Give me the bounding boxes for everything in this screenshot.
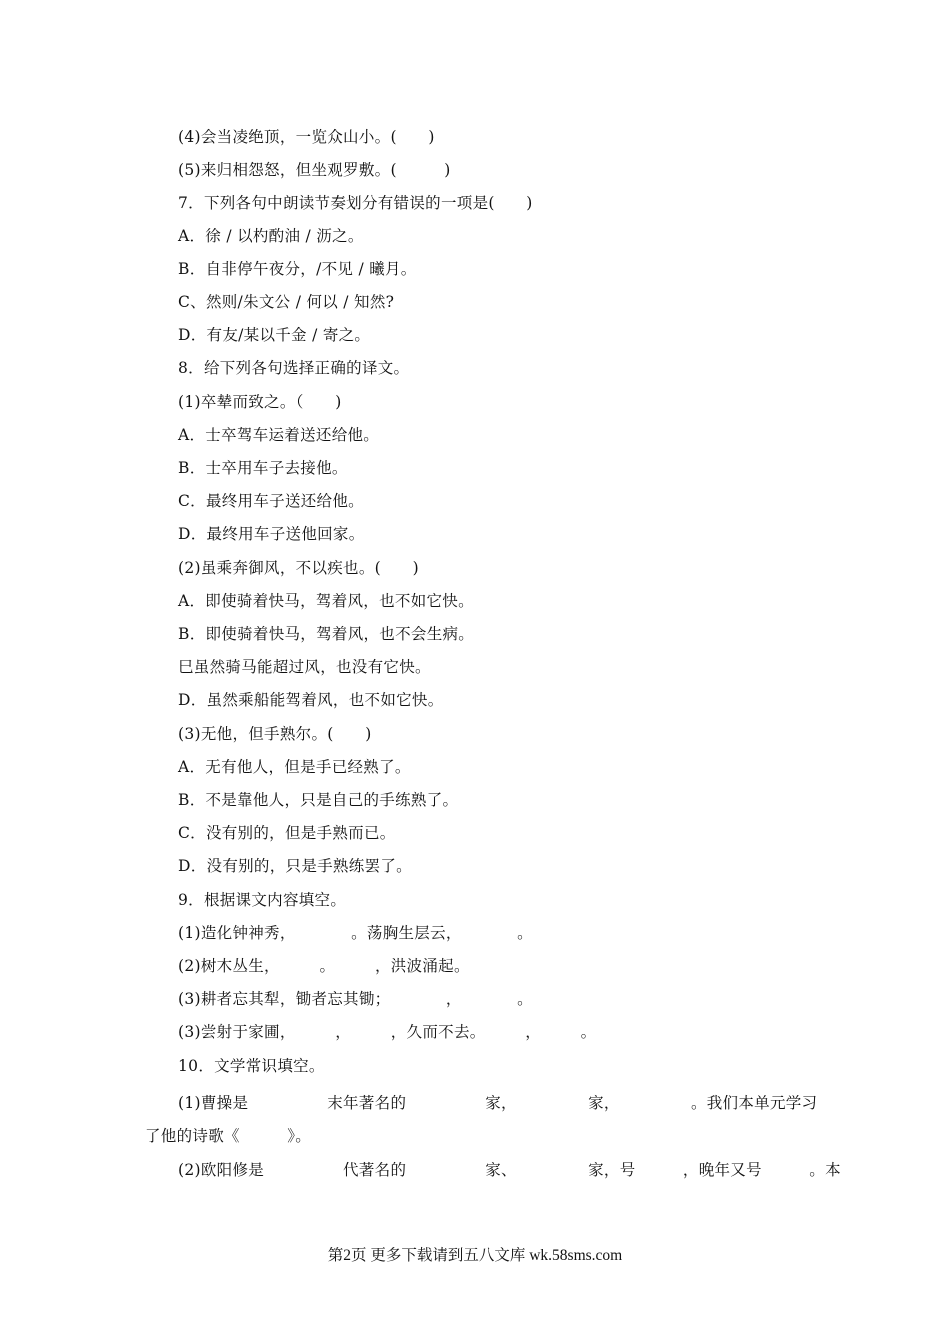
text-line: 10．文学常识填空。 <box>178 1057 325 1075</box>
text-line: (1)曹操是 末年著名的 家， 家， 。我们本单元学习 <box>178 1094 818 1112</box>
text-line: B．士卒用车子去接他。 <box>178 459 348 477</box>
text-line: 7．下列各句中朗读节奏划分有错误的一项是( ) <box>178 194 533 212</box>
text-line: B．不是靠他人，只是自己的手练熟了。 <box>178 791 459 809</box>
text-line: B．即使骑着快马，驾着风，也不会生病。 <box>178 625 475 643</box>
text-line: 9．根据课文内容填空。 <box>178 891 347 909</box>
text-line: D．没有别的，只是手熟练罢了。 <box>178 857 412 875</box>
text-line: (2)树木丛生， 。 ，洪波涌起。 <box>178 957 470 975</box>
text-line: (1)造化钟神秀， 。荡胸生层云， 。 <box>178 924 533 942</box>
text-line: (3)耕者忘其犁，锄者忘其锄； ， 。 <box>178 990 533 1008</box>
text-line: (2)虽乘奔御风，不以疾也。( ) <box>178 559 419 577</box>
text-line: D．有友/某以千金 / 寄之。 <box>178 326 371 344</box>
text-line: 了他的诗歌《 》。 <box>145 1127 312 1145</box>
text-line: C．最终用车子送还给他。 <box>178 492 364 510</box>
text-line: 巳虽然骑马能超过风，也没有它快。 <box>178 658 431 676</box>
text-line: A．无有他人，但是手已经熟了。 <box>178 758 411 776</box>
text-line: D．最终用车子送他回家。 <box>178 525 365 543</box>
text-line: C．没有别的，但是手熟而已。 <box>178 824 396 842</box>
text-line: C、然则/朱文公 / 何以 / 知然? <box>178 293 395 311</box>
text-line: B．自非停午夜分，/不见 / 曦月。 <box>178 260 417 278</box>
text-line: A．即使骑着快马，驾着风，也不如它快。 <box>178 592 474 610</box>
page-footer: 第2页 更多下载请到五八文库 wk.58sms.com <box>327 1247 623 1264</box>
text-line: A．士卒驾车运着送还给他。 <box>178 426 380 444</box>
text-line: (3)尝射于家圃， ， ，久而不去。 ， 。 <box>178 1023 597 1041</box>
text-line: A．徐 / 以杓酌油 / 沥之。 <box>178 227 364 245</box>
text-line: (4)会当凌绝顶，一览众山小。( ) <box>178 128 435 146</box>
text-line: (1)卒辇而致之。（ ) <box>178 393 342 411</box>
text-line: (3)无他，但手熟尔。( ) <box>178 725 372 743</box>
text-line: 8．给下列各句选择正确的译文。 <box>178 359 410 377</box>
text-line: D．虽然乘船能驾着风，也不如它快。 <box>178 691 444 709</box>
text-line: (2)欧阳修是 代著名的 家、 家，号 ，晚年又号 。本 <box>178 1161 841 1179</box>
text-line: (5)来归相怨怒，但坐观罗敷。( ) <box>178 161 451 179</box>
